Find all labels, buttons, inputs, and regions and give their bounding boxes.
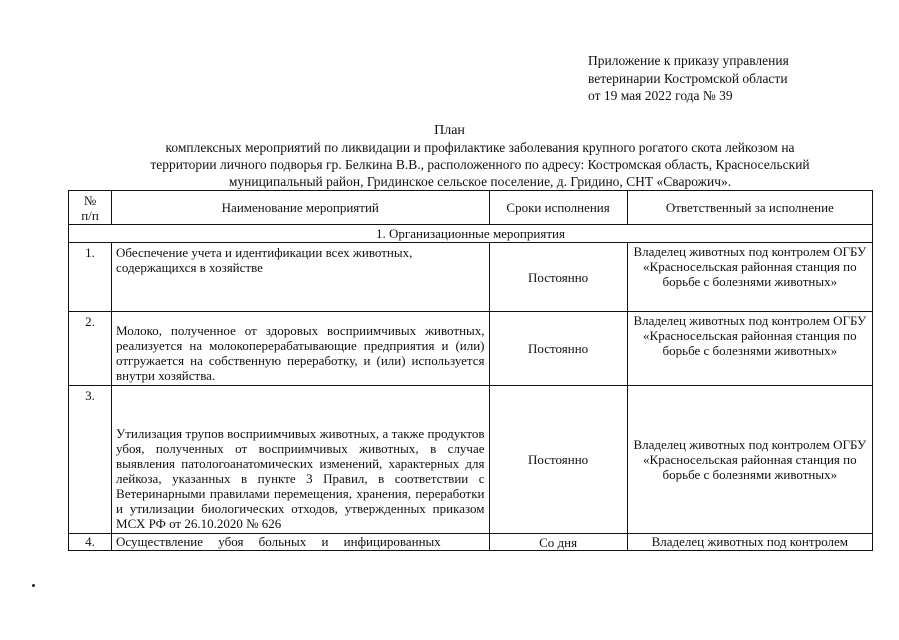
appendix-line-1: Приложение к приказу управления	[588, 53, 789, 68]
row-term: Постоянно	[489, 386, 627, 534]
row-number: 3.	[69, 386, 112, 534]
section-title: 1. Организационные мероприятия	[69, 225, 873, 243]
header-number	[69, 191, 112, 225]
row-text: Обеспечение учета и идентификации всех животных, содержащихся в хозяйстве	[112, 243, 489, 312]
row-term: Постоянно	[489, 312, 627, 386]
row-number: 2.	[69, 312, 112, 386]
table-header-row	[69, 191, 873, 225]
row-number: 1.	[69, 243, 112, 312]
plan-subtitle-line-3: муниципальный район, Гридинское сельское поселение, д. Гридино, СНТ «Сварожич».	[228, 174, 732, 189]
header-number-line-1: №	[83, 192, 97, 208]
row-responsible: Владелец животных под контролем ОГБУ «Красносельская районная станция по борьбе с болезнями животных»	[627, 386, 872, 534]
row-term: Постоянно	[489, 243, 627, 312]
plan-subtitle-line-1: комплексных мероприятий по ликвидации и профилактике заболевания крупного рогатого скота лейкозом на	[165, 140, 795, 155]
plan-subtitle	[80, 139, 880, 190]
table-row	[69, 243, 873, 312]
plan-title: План	[434, 123, 465, 138]
appendix-header	[588, 52, 789, 105]
header-number-line-2: п/п	[81, 207, 99, 223]
appendix-line-3: от 19 мая 2022 года № 39	[588, 88, 733, 103]
header-name: Наименование мероприятий	[112, 191, 489, 225]
header-responsible: Ответственный за исполнение	[627, 191, 872, 225]
header-term: Сроки исполнения	[489, 191, 627, 225]
scan-speck	[32, 584, 35, 587]
row-term: Со дня	[489, 534, 627, 551]
section-row	[69, 225, 873, 243]
table-row	[69, 386, 873, 534]
row-text: Молоко, полученное от здоровых восприимчивых животных, реализуется на молокоперерабатывающие предприятия и (или) отгружается на собственную переработку, и (или) используется внутри хозяйства.	[112, 312, 489, 386]
table-row	[69, 312, 873, 386]
appendix-line-2: ветеринарии Костромской области	[588, 70, 788, 86]
row-text: Утилизация трупов восприимчивых животных, а также продуктов убоя, полученных от восприимчивых животных, в случае выявления патологоанатомических изменений, характерных для лейкоза, указанных в пункте 3 Правил, в соответствии с Ветеринарными правилами перемещения, хранения, переработки и утилизации биологических отходов, утвержденных приказом МСХ РФ от 26.10.2020 № 626	[112, 386, 489, 534]
row-responsible: Владелец животных под контролем ОГБУ «Красносельская районная станция по борьбе с болезнями животных»	[627, 312, 872, 386]
row-text: Осуществление убоя больных и инфицированных	[112, 534, 489, 551]
plan-subtitle-line-2: территории личного подворья гр. Белкина В.В., расположенного по адресу: Костромская область, Красносельский	[150, 157, 810, 172]
plan-table	[68, 190, 873, 551]
row-number: 4.	[69, 534, 112, 551]
row-responsible: Владелец животных под контролем ОГБУ «Красносельская районная станция по борьбе с болезнями животных»	[627, 243, 872, 312]
table-row	[69, 534, 873, 551]
row-responsible: Владелец животных под контролем	[627, 534, 872, 551]
